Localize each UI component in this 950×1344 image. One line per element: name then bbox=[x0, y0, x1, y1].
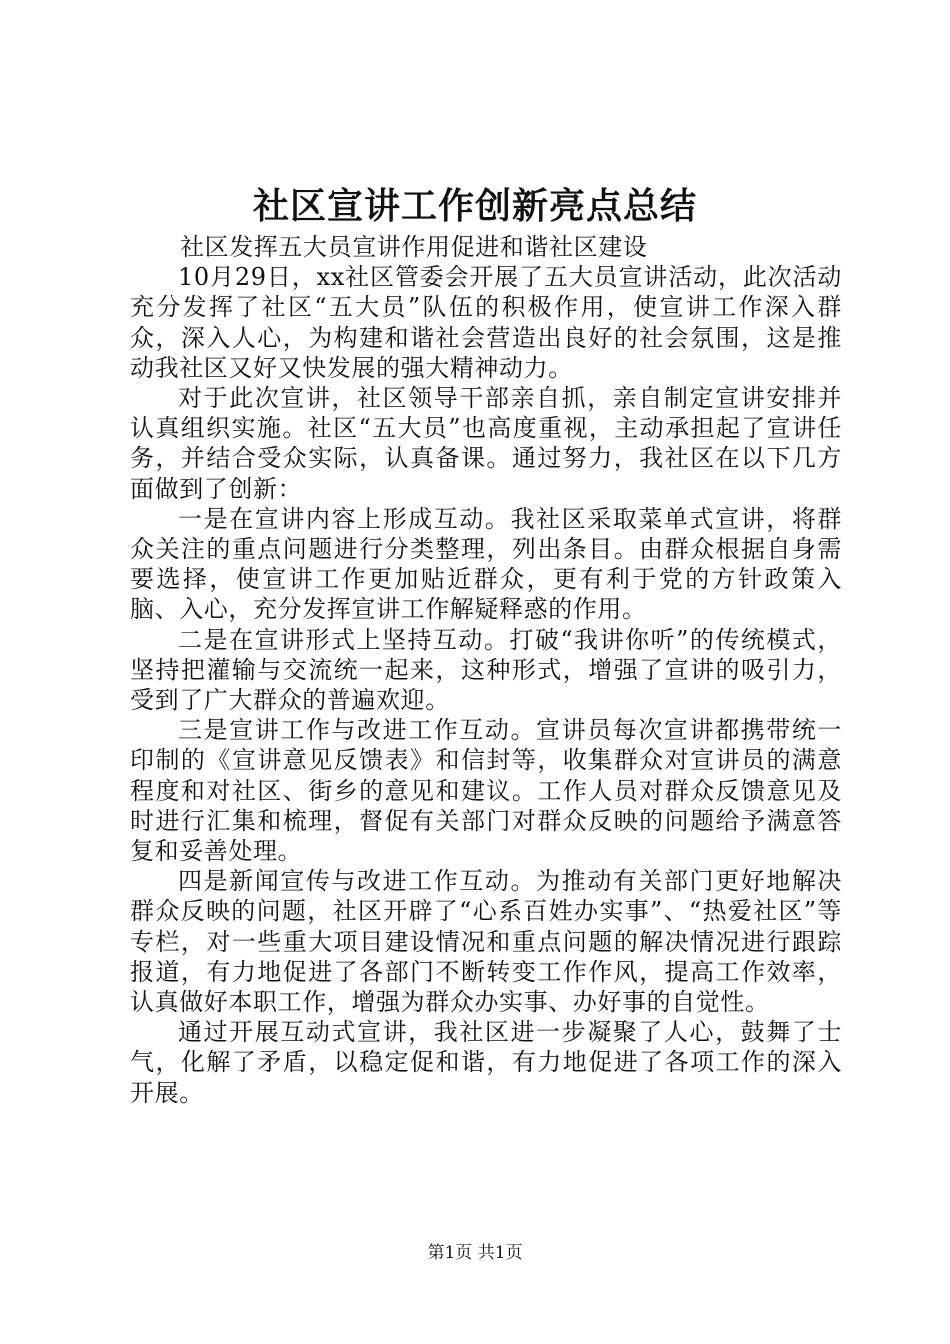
document-subtitle: 社区发挥五大员宣讲作用促进和谐社区建设 bbox=[180, 233, 648, 261]
paragraph-2: 对于此次宣讲，社区领导干部亲自抓，亲自制定宣讲安排并认真组织实施。社区“五大员”也高度重视，主动承担起了宣讲任务，并结合受众实际，认真备课。通过努力，我社区在以下几方面做到了创新： bbox=[130, 384, 842, 503]
paragraph-7: 通过开展互动式宣讲，我社区进一步凝聚了人心，鼓舞了士气，化解了矛盾，以稳定促和谐，有力地促进了各项工作的深入开展。 bbox=[130, 1018, 842, 1107]
document-title: 社区宣讲工作创新亮点总结 bbox=[252, 185, 697, 227]
paragraph-6: 四是新闻宣传与改进工作互动。为推动有关部门更好地解决群众反映的问题，社区开辟了“心系百姓办实事”、“热爱社区”等专栏，对一些重大项目建设情况和重点问题的解决情况进行跟踪报道，有力地促进了各部门不断转变工作作风，提高工作效率，认真做好本职工作，增强为群众办实事、办好事的自觉性。 bbox=[130, 867, 842, 1017]
paragraph-4: 二是在宣讲形式上坚持互动。打破“我讲你听”的传统模式，坚持把灌输与交流统一起来，这种形式，增强了宣讲的吸引力，受到了广大群众的普遍欢迎。 bbox=[130, 625, 842, 715]
page-footer: 第1页 共1页 bbox=[427, 1243, 523, 1263]
paragraph-5: 三是宣讲工作与改进工作互动。宣讲员每次宣讲都携带统一印制的《宣讲意见反馈表》和信封等，收集群众对宣讲员的满意程度和对社区、街乡的意见和建议。工作人员对群众反馈意见及时进行汇集和梳理，督促有关部门对群众反映的问题给予满意答复和妥善处理。 bbox=[130, 716, 842, 866]
document-body bbox=[130, 232, 842, 1108]
paragraph-1: 10月29日，xx社区管委会开展了五大员宣讲活动，此次活动充分发挥了社区“五大员”队伍的积极作用，使宣讲工作深入群众，深入人心，为构建和谐社会营造出良好的社会氛围，这是推动我社区又好又快发展的强大精神动力。 bbox=[130, 263, 842, 382]
paragraph-3: 一是在宣讲内容上形成互动。我社区采取菜单式宣讲，将群众关注的重点问题进行分类整理，列出条目。由群众根据自身需要选择，使宣讲工作更加贴近群众，更有利于党的方针政策入脑、入心，充分发挥宣讲工作解疑释惑的作用。 bbox=[130, 504, 842, 624]
